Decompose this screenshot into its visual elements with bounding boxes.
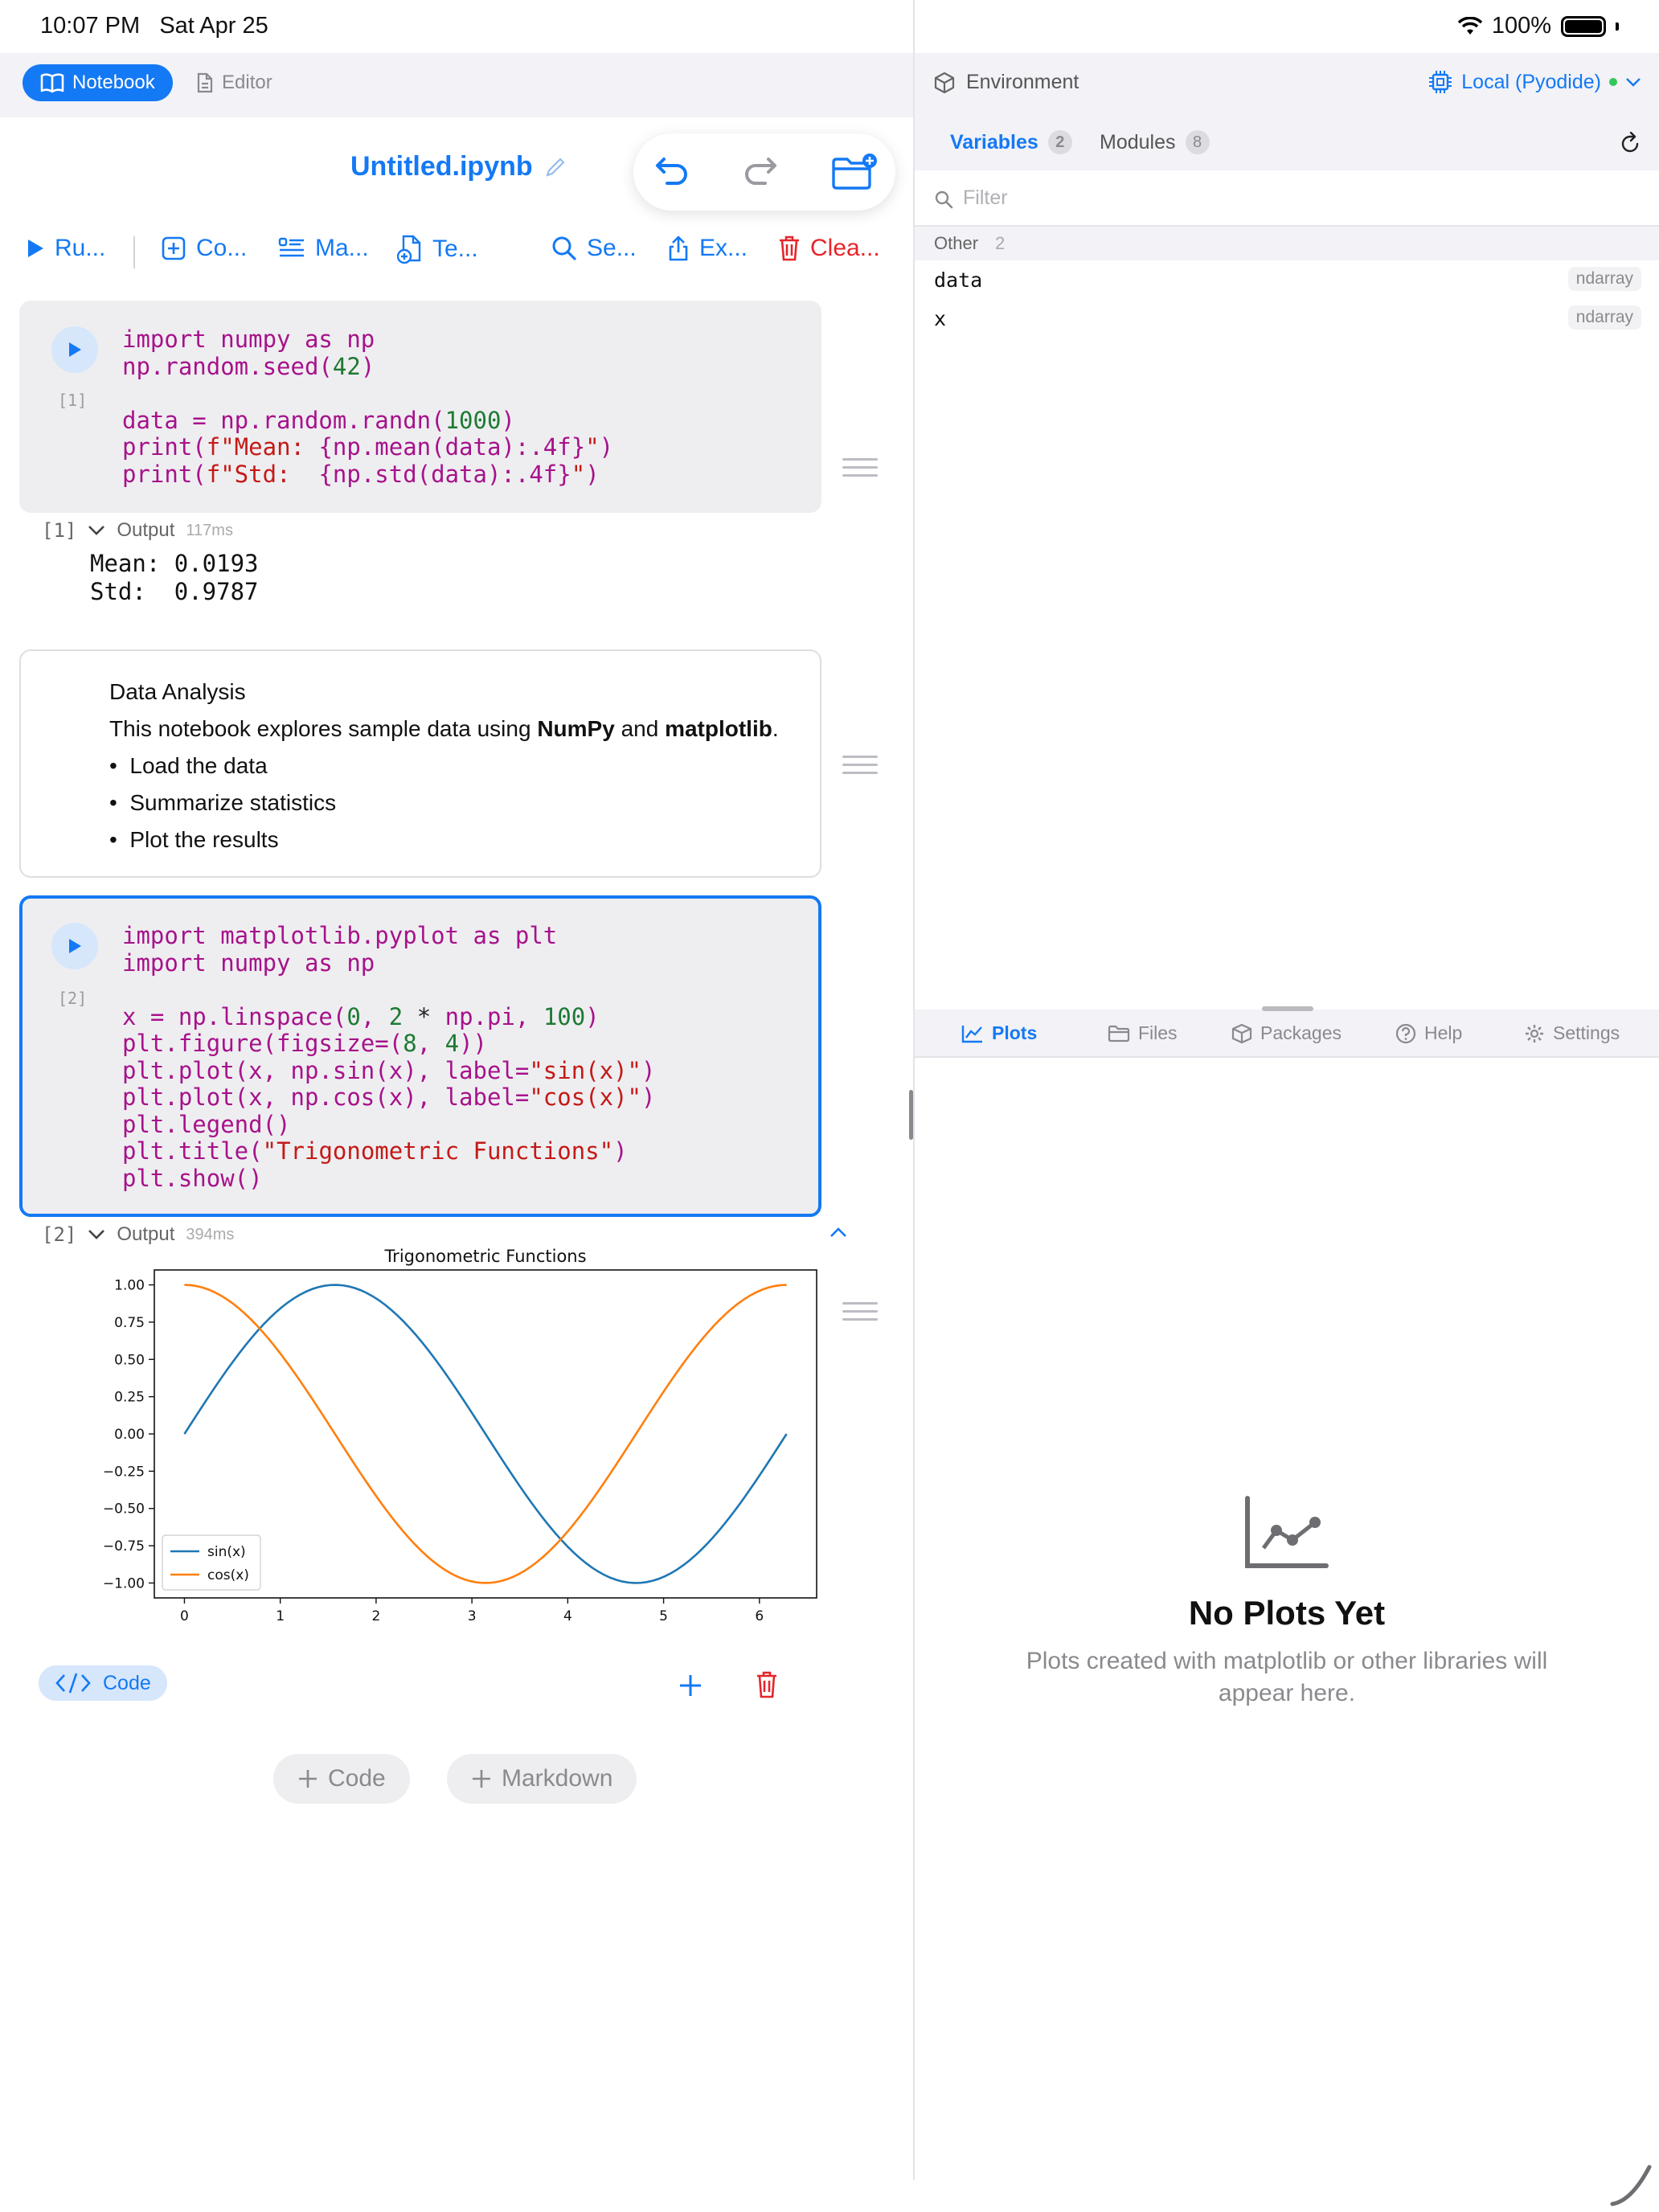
output-header-1[interactable]: [1] Output 117ms bbox=[42, 519, 233, 542]
markdown-bullet: • Plot the results bbox=[109, 827, 279, 852]
clear-button[interactable]: Clea... bbox=[778, 235, 880, 262]
add-markdown-cell-button[interactable]: Markdown bbox=[447, 1754, 637, 1804]
x-tick-label: 0 bbox=[180, 1608, 189, 1624]
chevron-down-icon bbox=[1625, 76, 1641, 88]
chevron-up-icon[interactable] bbox=[830, 1227, 847, 1238]
chevron-down-icon[interactable] bbox=[88, 525, 105, 536]
plots-empty-state bbox=[915, 1495, 1659, 1710]
toolbar-divider bbox=[133, 236, 135, 268]
plus-square-icon bbox=[161, 236, 186, 261]
empty-title: No Plots Yet bbox=[1188, 1594, 1386, 1632]
refresh-icon[interactable] bbox=[1619, 132, 1641, 156]
run-button[interactable]: Ru... bbox=[26, 235, 105, 262]
notebook-title[interactable]: Untitled.ipynb bbox=[350, 151, 567, 182]
drag-handle-icon[interactable] bbox=[842, 1302, 878, 1326]
variable-filter[interactable] bbox=[915, 170, 1659, 227]
environment-bar bbox=[915, 53, 1659, 117]
line-chart-icon bbox=[1243, 1495, 1331, 1572]
cube-icon bbox=[934, 72, 955, 94]
y-tick-label: 0.00 bbox=[114, 1427, 145, 1443]
markdown-cell[interactable] bbox=[19, 649, 821, 878]
cell-type-toggle[interactable]: Code bbox=[39, 1665, 167, 1701]
tab-files[interactable]: Files bbox=[1108, 1022, 1178, 1044]
chevron-down-icon[interactable] bbox=[88, 1229, 105, 1240]
x-tick-label: 5 bbox=[659, 1608, 669, 1624]
notebook-mode-tab[interactable]: Notebook bbox=[23, 64, 173, 101]
help-icon bbox=[1395, 1023, 1416, 1044]
document-add-icon bbox=[397, 235, 423, 264]
search-icon bbox=[551, 236, 577, 261]
tab-help[interactable]: Help bbox=[1395, 1022, 1462, 1044]
inspector-tabs bbox=[915, 117, 1659, 170]
chart-output bbox=[80, 1244, 828, 1646]
y-tick-label: 1.00 bbox=[114, 1277, 145, 1294]
add-code-button[interactable]: Co... bbox=[161, 235, 247, 262]
trig-chart bbox=[80, 1244, 828, 1646]
bottom-tab-bar bbox=[915, 1010, 1659, 1058]
y-tick-label: 0.25 bbox=[114, 1389, 145, 1406]
mode-bar bbox=[0, 53, 913, 117]
tab-modules[interactable]: Modules 8 bbox=[1100, 130, 1210, 154]
y-tick-label: −0.75 bbox=[102, 1538, 145, 1555]
notebook-toolbar bbox=[0, 222, 913, 280]
plus-icon bbox=[471, 1768, 492, 1789]
runtime-selector[interactable]: Local (Pyodide) bbox=[1428, 69, 1641, 95]
template-button[interactable]: Te... bbox=[397, 235, 478, 264]
filter-input[interactable]: Filter bbox=[963, 186, 1008, 209]
sheet-grabber[interactable] bbox=[1262, 1006, 1313, 1011]
play-icon bbox=[67, 341, 83, 358]
variable-row[interactable]: data ndarray bbox=[915, 260, 1659, 297]
markdown-content bbox=[109, 674, 779, 858]
y-tick-label: −1.00 bbox=[102, 1575, 145, 1592]
status-dot-icon bbox=[1609, 78, 1617, 86]
chart-title: Trigonometric Functions bbox=[384, 1247, 587, 1266]
search-button[interactable]: Se... bbox=[551, 235, 637, 262]
y-tick-label: −0.25 bbox=[102, 1464, 145, 1481]
tab-packages[interactable]: Packages bbox=[1231, 1022, 1342, 1044]
editor-mode-tab[interactable]: Editor bbox=[196, 64, 272, 101]
text-list-icon bbox=[278, 236, 305, 260]
variable-row[interactable]: x ndarray bbox=[915, 299, 1659, 336]
tab-plots[interactable]: Plots bbox=[961, 1022, 1037, 1044]
tab-settings[interactable]: Settings bbox=[1524, 1022, 1620, 1044]
environment-label: Environment bbox=[934, 71, 1079, 94]
y-tick-label: 0.50 bbox=[114, 1352, 145, 1369]
x-tick-label: 2 bbox=[371, 1608, 381, 1624]
tab-variables[interactable]: Variables 2 bbox=[950, 130, 1072, 154]
drag-handle-icon[interactable] bbox=[842, 458, 878, 482]
run-cell-button[interactable] bbox=[51, 326, 98, 373]
y-tick-label: 0.75 bbox=[114, 1314, 145, 1331]
cell-execution-count: [2] bbox=[58, 989, 88, 1008]
search-icon bbox=[934, 190, 953, 209]
code-cell-2[interactable] bbox=[19, 895, 821, 1217]
cell-output-text: Mean: 0.0193 Std: 0.9787 bbox=[90, 550, 259, 605]
add-code-cell-button[interactable]: Code bbox=[273, 1754, 410, 1804]
plus-icon bbox=[297, 1768, 318, 1789]
package-icon bbox=[1231, 1023, 1252, 1044]
notebook-title-row bbox=[0, 117, 913, 222]
pencil-hint-icon bbox=[1608, 2162, 1656, 2207]
cell-execution-count: [1] bbox=[58, 391, 88, 410]
redo-icon[interactable] bbox=[741, 153, 780, 191]
code-brackets-icon bbox=[55, 1672, 92, 1694]
run-cell-button[interactable] bbox=[51, 923, 98, 969]
folder-icon bbox=[1108, 1025, 1130, 1043]
chart-icon bbox=[961, 1024, 984, 1043]
inspector-pane bbox=[915, 0, 1659, 2212]
y-tick-label: −0.50 bbox=[102, 1501, 145, 1518]
markdown-bullet: • Summarize statistics bbox=[109, 790, 337, 815]
empty-description: Plots created with matplotlib or other libraries will appear here. bbox=[1026, 1648, 1548, 1706]
battery-percent: 100% bbox=[1491, 13, 1551, 39]
pencil-icon[interactable] bbox=[544, 156, 567, 178]
trash-icon bbox=[778, 235, 801, 262]
legend-label: cos(x) bbox=[207, 1567, 249, 1583]
variable-group-header: Other 2 bbox=[915, 227, 1659, 260]
export-button[interactable]: Ex... bbox=[667, 235, 748, 262]
x-tick-label: 4 bbox=[563, 1608, 572, 1624]
output-header-2[interactable]: [2] Output 394ms bbox=[42, 1223, 235, 1246]
code-editor[interactable]: import matplotlib.pyplot as plt import numpy as np x = np.linspace(0, 2 * np.pi, 100) plt.figure(figsize=(8, 4)) plt.plot(x, np.sin(x), label="sin(x)") plt.plot(x, np.cos(x), label="cos(x)") plt.legend() plt.title("Trigonometric Functions") plt.show() bbox=[122, 922, 656, 1192]
code-editor[interactable]: import numpy as np np.random.seed(42) data = np.random.randn(1000) print(f"Mean: {np.mean(data):.4f}") print(f"Std: {np.std(data):.4f}") bbox=[122, 326, 614, 488]
drag-handle-icon[interactable] bbox=[842, 756, 878, 780]
new-folder-icon[interactable] bbox=[831, 153, 879, 191]
document-icon bbox=[196, 72, 214, 93]
plus-icon[interactable] bbox=[678, 1673, 703, 1698]
gear-icon bbox=[1524, 1023, 1545, 1044]
add-markdown-button[interactable]: Ma... bbox=[278, 235, 369, 262]
undo-icon[interactable] bbox=[653, 153, 691, 191]
cpu-icon bbox=[1428, 69, 1453, 95]
share-icon bbox=[667, 235, 690, 262]
markdown-heading: Data Analysis bbox=[109, 679, 246, 704]
markdown-bullet: • Load the data bbox=[109, 753, 268, 778]
play-icon bbox=[26, 237, 45, 260]
x-tick-label: 1 bbox=[276, 1608, 285, 1624]
trash-icon[interactable] bbox=[756, 1670, 778, 1699]
markdown-paragraph: This notebook explores sample data using NumPy and matplotlib. bbox=[109, 716, 779, 741]
book-icon bbox=[40, 72, 64, 93]
x-tick-label: 6 bbox=[755, 1608, 764, 1624]
play-icon bbox=[67, 937, 83, 955]
history-controls bbox=[633, 133, 895, 211]
pane-resize-handle[interactable] bbox=[909, 1090, 913, 1140]
code-cell-1[interactable] bbox=[19, 301, 821, 513]
legend-label: sin(x) bbox=[207, 1544, 246, 1560]
x-tick-label: 3 bbox=[467, 1608, 477, 1624]
status-time: 10:07 PM Sat Apr 25 bbox=[40, 13, 268, 39]
